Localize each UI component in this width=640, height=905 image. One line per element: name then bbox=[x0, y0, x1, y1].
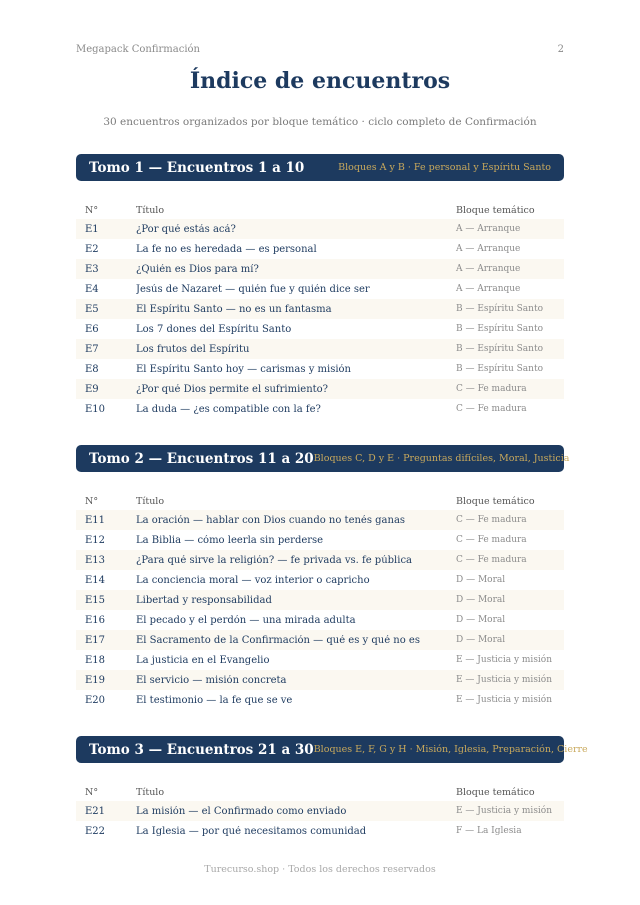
encounter-number: E21 bbox=[85, 805, 106, 817]
encounter-number: E22 bbox=[85, 825, 106, 837]
encounter-title: ¿Quién es Dios para mí? bbox=[136, 263, 259, 275]
encounter-number: E15 bbox=[85, 594, 106, 606]
encounter-title: La justicia en el Evangelio bbox=[136, 654, 270, 666]
column-header-title: Título bbox=[136, 495, 165, 507]
tomo-title: Tomo 1 — Encuentros 1 a 10 bbox=[89, 159, 305, 176]
encounter-title: Libertad y responsabilidad bbox=[136, 594, 272, 606]
encounter-title: El servicio — misión concreta bbox=[136, 674, 287, 686]
table-row bbox=[76, 630, 564, 650]
page-footer: Turecurso.shop · Todos los derechos reservados bbox=[204, 864, 436, 875]
encounter-block: E — Justicia y misión bbox=[456, 675, 553, 685]
tomo-section-3 bbox=[76, 736, 588, 841]
encounter-title: La Biblia — cómo leerla sin perderse bbox=[136, 534, 324, 546]
table-row bbox=[76, 379, 564, 399]
encounter-number: E19 bbox=[85, 674, 106, 686]
tomo-header-bar bbox=[76, 154, 564, 181]
table-row bbox=[76, 399, 564, 419]
tomo-blocks-label: Bloques C, D y E · Preguntas difíciles, Moral, Justicia bbox=[313, 453, 570, 464]
tomo-blocks-label: Bloques E, F, G y H · Misión, Iglesia, Preparación, Cierre bbox=[313, 744, 588, 755]
encounter-title: La fe no es heredada — es personal bbox=[136, 243, 317, 255]
column-header-title: Título bbox=[136, 204, 165, 216]
document-name: Megapack Confirmación bbox=[76, 44, 200, 55]
table-row bbox=[76, 570, 564, 590]
encounter-number: E4 bbox=[85, 283, 99, 295]
page-number: 2 bbox=[557, 44, 564, 55]
encounter-block: A — Arranque bbox=[456, 264, 521, 274]
encounter-title: ¿Por qué Dios permite el sufrimiento? bbox=[136, 383, 329, 395]
encounter-block: E — Justicia y misión bbox=[456, 655, 553, 665]
encounter-number: E20 bbox=[85, 694, 106, 706]
encounter-number: E14 bbox=[85, 574, 106, 586]
encounter-block: C — Fe madura bbox=[456, 535, 527, 545]
table-row bbox=[76, 801, 564, 821]
encounter-block: B — Espíritu Santo bbox=[456, 304, 543, 314]
encounter-block: B — Espíritu Santo bbox=[456, 364, 543, 374]
encounter-title: La misión — el Confirmado como enviado bbox=[136, 805, 347, 817]
encounter-title: El pecado y el perdón — una mirada adulta bbox=[136, 614, 356, 626]
encounter-number: E5 bbox=[85, 303, 99, 315]
table-row bbox=[76, 299, 564, 319]
encounter-title: Jesús de Nazaret — quién fue y quién dice ser bbox=[136, 283, 370, 295]
column-header-number: N° bbox=[85, 495, 99, 507]
table-row bbox=[76, 239, 564, 259]
table-header bbox=[76, 201, 564, 219]
encounter-number: E18 bbox=[85, 654, 106, 666]
page-title: Índice de encuentros bbox=[189, 68, 451, 94]
encounter-block: C — Fe madura bbox=[456, 384, 527, 394]
encounter-number: E13 bbox=[85, 554, 106, 566]
table-row bbox=[76, 259, 564, 279]
column-header-block: Bloque temático bbox=[456, 204, 535, 216]
tomo-title: Tomo 3 — Encuentros 21 a 30 bbox=[89, 741, 314, 758]
encounter-title: La oración — hablar con Dios cuando no tenés ganas bbox=[136, 514, 406, 526]
table-body bbox=[76, 801, 564, 841]
table-header bbox=[76, 783, 564, 801]
table-row bbox=[76, 550, 564, 570]
table-row bbox=[76, 530, 564, 550]
encounter-number: E3 bbox=[85, 263, 99, 275]
table-row bbox=[76, 670, 564, 690]
encounter-block: B — Espíritu Santo bbox=[456, 344, 543, 354]
encounter-number: E12 bbox=[85, 534, 106, 546]
encounter-number: E6 bbox=[85, 323, 99, 335]
table-header bbox=[76, 492, 564, 510]
encounter-block: F — La Iglesia bbox=[456, 826, 522, 836]
encounter-block: A — Arranque bbox=[456, 224, 521, 234]
encounter-block: A — Arranque bbox=[456, 244, 521, 254]
tomo-section-2 bbox=[76, 445, 570, 710]
running-header bbox=[76, 44, 564, 55]
encounter-block: C — Fe madura bbox=[456, 555, 527, 565]
encounter-block: D — Moral bbox=[456, 575, 506, 585]
encounter-block: B — Espíritu Santo bbox=[456, 324, 543, 334]
table-row bbox=[76, 690, 564, 710]
encounter-block: E — Justicia y misión bbox=[456, 695, 553, 705]
table-row bbox=[76, 219, 564, 239]
table-body bbox=[76, 219, 564, 419]
encounter-number: E11 bbox=[85, 514, 106, 526]
tomo-header-bar bbox=[76, 736, 588, 763]
encounter-block: A — Arranque bbox=[456, 284, 521, 294]
encounter-title: El Sacramento de la Confirmación — qué es y qué no es bbox=[136, 634, 420, 646]
encounter-number: E10 bbox=[85, 403, 106, 415]
table-body bbox=[76, 510, 564, 710]
column-header-number: N° bbox=[85, 786, 99, 798]
encounter-number: E9 bbox=[85, 383, 99, 395]
encounter-title: El testimonio — la fe que se ve bbox=[136, 694, 293, 706]
table-row bbox=[76, 610, 564, 630]
table-row bbox=[76, 650, 564, 670]
column-header-title: Título bbox=[136, 786, 165, 798]
encounter-title: ¿Para qué sirve la religión? — fe privada vs. fe pública bbox=[136, 554, 413, 566]
column-header-block: Bloque temático bbox=[456, 786, 535, 798]
encounter-block: D — Moral bbox=[456, 635, 506, 645]
encounter-title: Los 7 dones del Espíritu Santo bbox=[136, 323, 292, 335]
encounter-number: E7 bbox=[85, 343, 99, 355]
table-row bbox=[76, 359, 564, 379]
encounter-number: E17 bbox=[85, 634, 106, 646]
table-row bbox=[76, 279, 564, 299]
encounter-number: E2 bbox=[85, 243, 99, 255]
encounter-title: La Iglesia — por qué necesitamos comunidad bbox=[136, 825, 367, 837]
encounter-title: Los frutos del Espíritu bbox=[136, 343, 250, 355]
encounter-title: El Espíritu Santo — no es un fantasma bbox=[136, 303, 332, 315]
encounter-number: E8 bbox=[85, 363, 99, 375]
encounter-block: E — Justicia y misión bbox=[456, 806, 553, 816]
tomo-title: Tomo 2 — Encuentros 11 a 20 bbox=[89, 450, 314, 467]
column-header-number: N° bbox=[85, 204, 99, 216]
table-row bbox=[76, 319, 564, 339]
encounter-title: La conciencia moral — voz interior o capricho bbox=[136, 574, 370, 586]
table-row bbox=[76, 510, 564, 530]
encounter-block: D — Moral bbox=[456, 615, 506, 625]
encounter-block: D — Moral bbox=[456, 595, 506, 605]
page-subtitle: 30 encuentros organizados por bloque temático · ciclo completo de Confirmación bbox=[103, 116, 537, 128]
encounter-title: El Espíritu Santo hoy — carismas y misión bbox=[136, 363, 351, 375]
encounter-block: C — Fe madura bbox=[456, 404, 527, 414]
table-row bbox=[76, 590, 564, 610]
table-row bbox=[76, 821, 564, 841]
tomo-header-bar bbox=[76, 445, 570, 472]
encounter-block: C — Fe madura bbox=[456, 515, 527, 525]
tomo-blocks-label: Bloques A y B · Fe personal y Espíritu Santo bbox=[338, 162, 551, 173]
column-header-block: Bloque temático bbox=[456, 495, 535, 507]
encounter-title: La duda — ¿es compatible con la fe? bbox=[136, 403, 321, 415]
encounter-number: E1 bbox=[85, 223, 99, 235]
tomo-section-1 bbox=[76, 154, 564, 419]
table-row bbox=[76, 339, 564, 359]
encounter-title: ¿Por qué estás acá? bbox=[136, 223, 236, 235]
encounter-number: E16 bbox=[85, 614, 106, 626]
